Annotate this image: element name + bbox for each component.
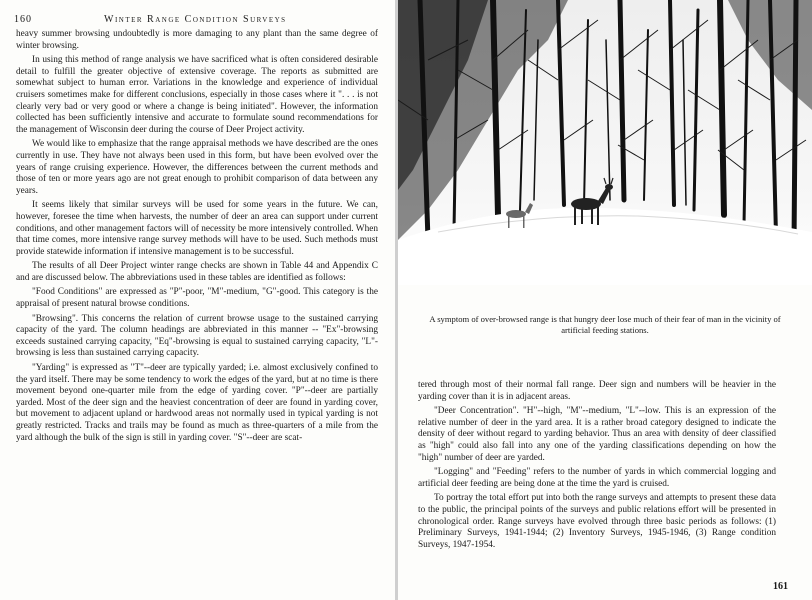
photo-caption: A symptom of over-browsed range is that hungry deer lose much of their fear of man in the vicinity of artificial feeding stations. [429, 314, 781, 335]
right-page [398, 0, 812, 600]
right-text-column [418, 380, 776, 554]
winter-forest-deer-photo [398, 0, 812, 285]
paragraph: "Food Conditions" are expressed as "P"-poor, "M"-medium, "G"-good. This category is the appraisal of present natural browse conditions. [16, 287, 378, 310]
paragraph: We would like to emphasize that the range appraisal methods we have described are the ones currently in use. They have not always been used in this form, but have been evolved over the years of range cruising experience. However, the differences between the current methods and those of ten or more years ago are not great enough to prohibit comparison of data between any years. [16, 139, 378, 196]
paragraph: To portray the total effort put into both the range surveys and attempts to present these data to the public, the principal points of the surveys and public relations effort will be presented in chronological order. Range surveys have evolved through three basic periods as follows: (1) Preliminary Surveys, 1941-1944; (2) Inventory Surveys, 1945-1946, (3) Range condition Surveys, 1947-1954. [418, 493, 776, 550]
paragraph: "Deer Concentration". "H"--high, "M"--medium, "L"--low. This is an expression of the relative number of deer in the yard area. It is a rather broad category designed to indicate the density of deer without regard to yarding behavior. Thus an area with density of deer classified as "high" could also fall into any one of the yarding classifications depending on how the "high" number of deer are yarded. [418, 406, 776, 463]
running-title: Winter Range Condition Surveys [104, 14, 287, 25]
paragraph: It seems likely that similar surveys will be used for some years in the future. We can, however, foresee the time when harvests, the number of deer an area can support under current conditions, and other management factors will of necessity be more intensively controlled. When that time comes, more intensive range survey methods will have to be used. Such methods must provide statewide information if intensive management is to be successful. [16, 200, 378, 257]
paragraph: "Logging" and "Feeding" refers to the number of yards in which commercial logging and artificial deer feeding are being done at the time the yard is cruised. [418, 467, 776, 489]
left-text-column [16, 29, 378, 447]
right-page-number: 161 [773, 581, 788, 592]
paragraph: The results of all Deer Project winter range checks are shown in Table 44 and Appendix C and are discussed below. The abbreviations used in these tables are identified as follows: [16, 261, 378, 283]
paragraph: "Browsing". This concerns the relation of current browse usage to the sustained carrying capacity of the yard. The column headings are abbreviated in this manner -- "Ex"-browsing exceeds sustained carrying capacity, "Eq"-browsing is equal to sustained carrying capacity, "L"-browsing is less than sustained carrying capacity. [16, 313, 378, 359]
paragraph: "Yarding" is expressed as "T"--deer are typically yarded; i.e. almost exclusively confined to the yard itself. There may be some tendency to work the edges of the yard, but at no time is there movement beyond one-quarter mile from the edge of yarding cover. "P"--deer are partially yarded. Most of the deer sign and the heaviest concentration of deer are found in yarding cover, but movement to adjacent upland or hardwood areas not normally used in typical yarding is not greatly restricted. Tracks and trails may be found as much as three-quarters of a mile from the yard although the bulk of the sign is still in yarding cover. "S"--deer are scat- [16, 363, 378, 443]
paragraph: In using this method of range analysis we have sacrificed what is often considered desirable detail to fulfill the greater objective of extensive coverage. The reports as submitted are somewhat subject to human error. Variations in the knowledge and experience of individual cruisers sometimes make for different conclusions, especially in those cases where it ". . . is not clearly very bad or very good or where a change is being initiated". However, the information collected has been sufficiently intensive and accurate to formulate sound recommendations for the management of Wisconsin deer during the course of Deer Project activity. [16, 55, 378, 135]
left-page-number: 160 [14, 14, 32, 25]
left-page [0, 0, 396, 600]
paragraph: tered through most of their normal fall range. Deer sign and numbers will be heavier in the yarding cover than it is in adjacent areas. [418, 380, 776, 402]
paragraph: heavy summer browsing undoubtedly is more damaging to any plant than the same degree of winter browsing. [16, 29, 378, 51]
